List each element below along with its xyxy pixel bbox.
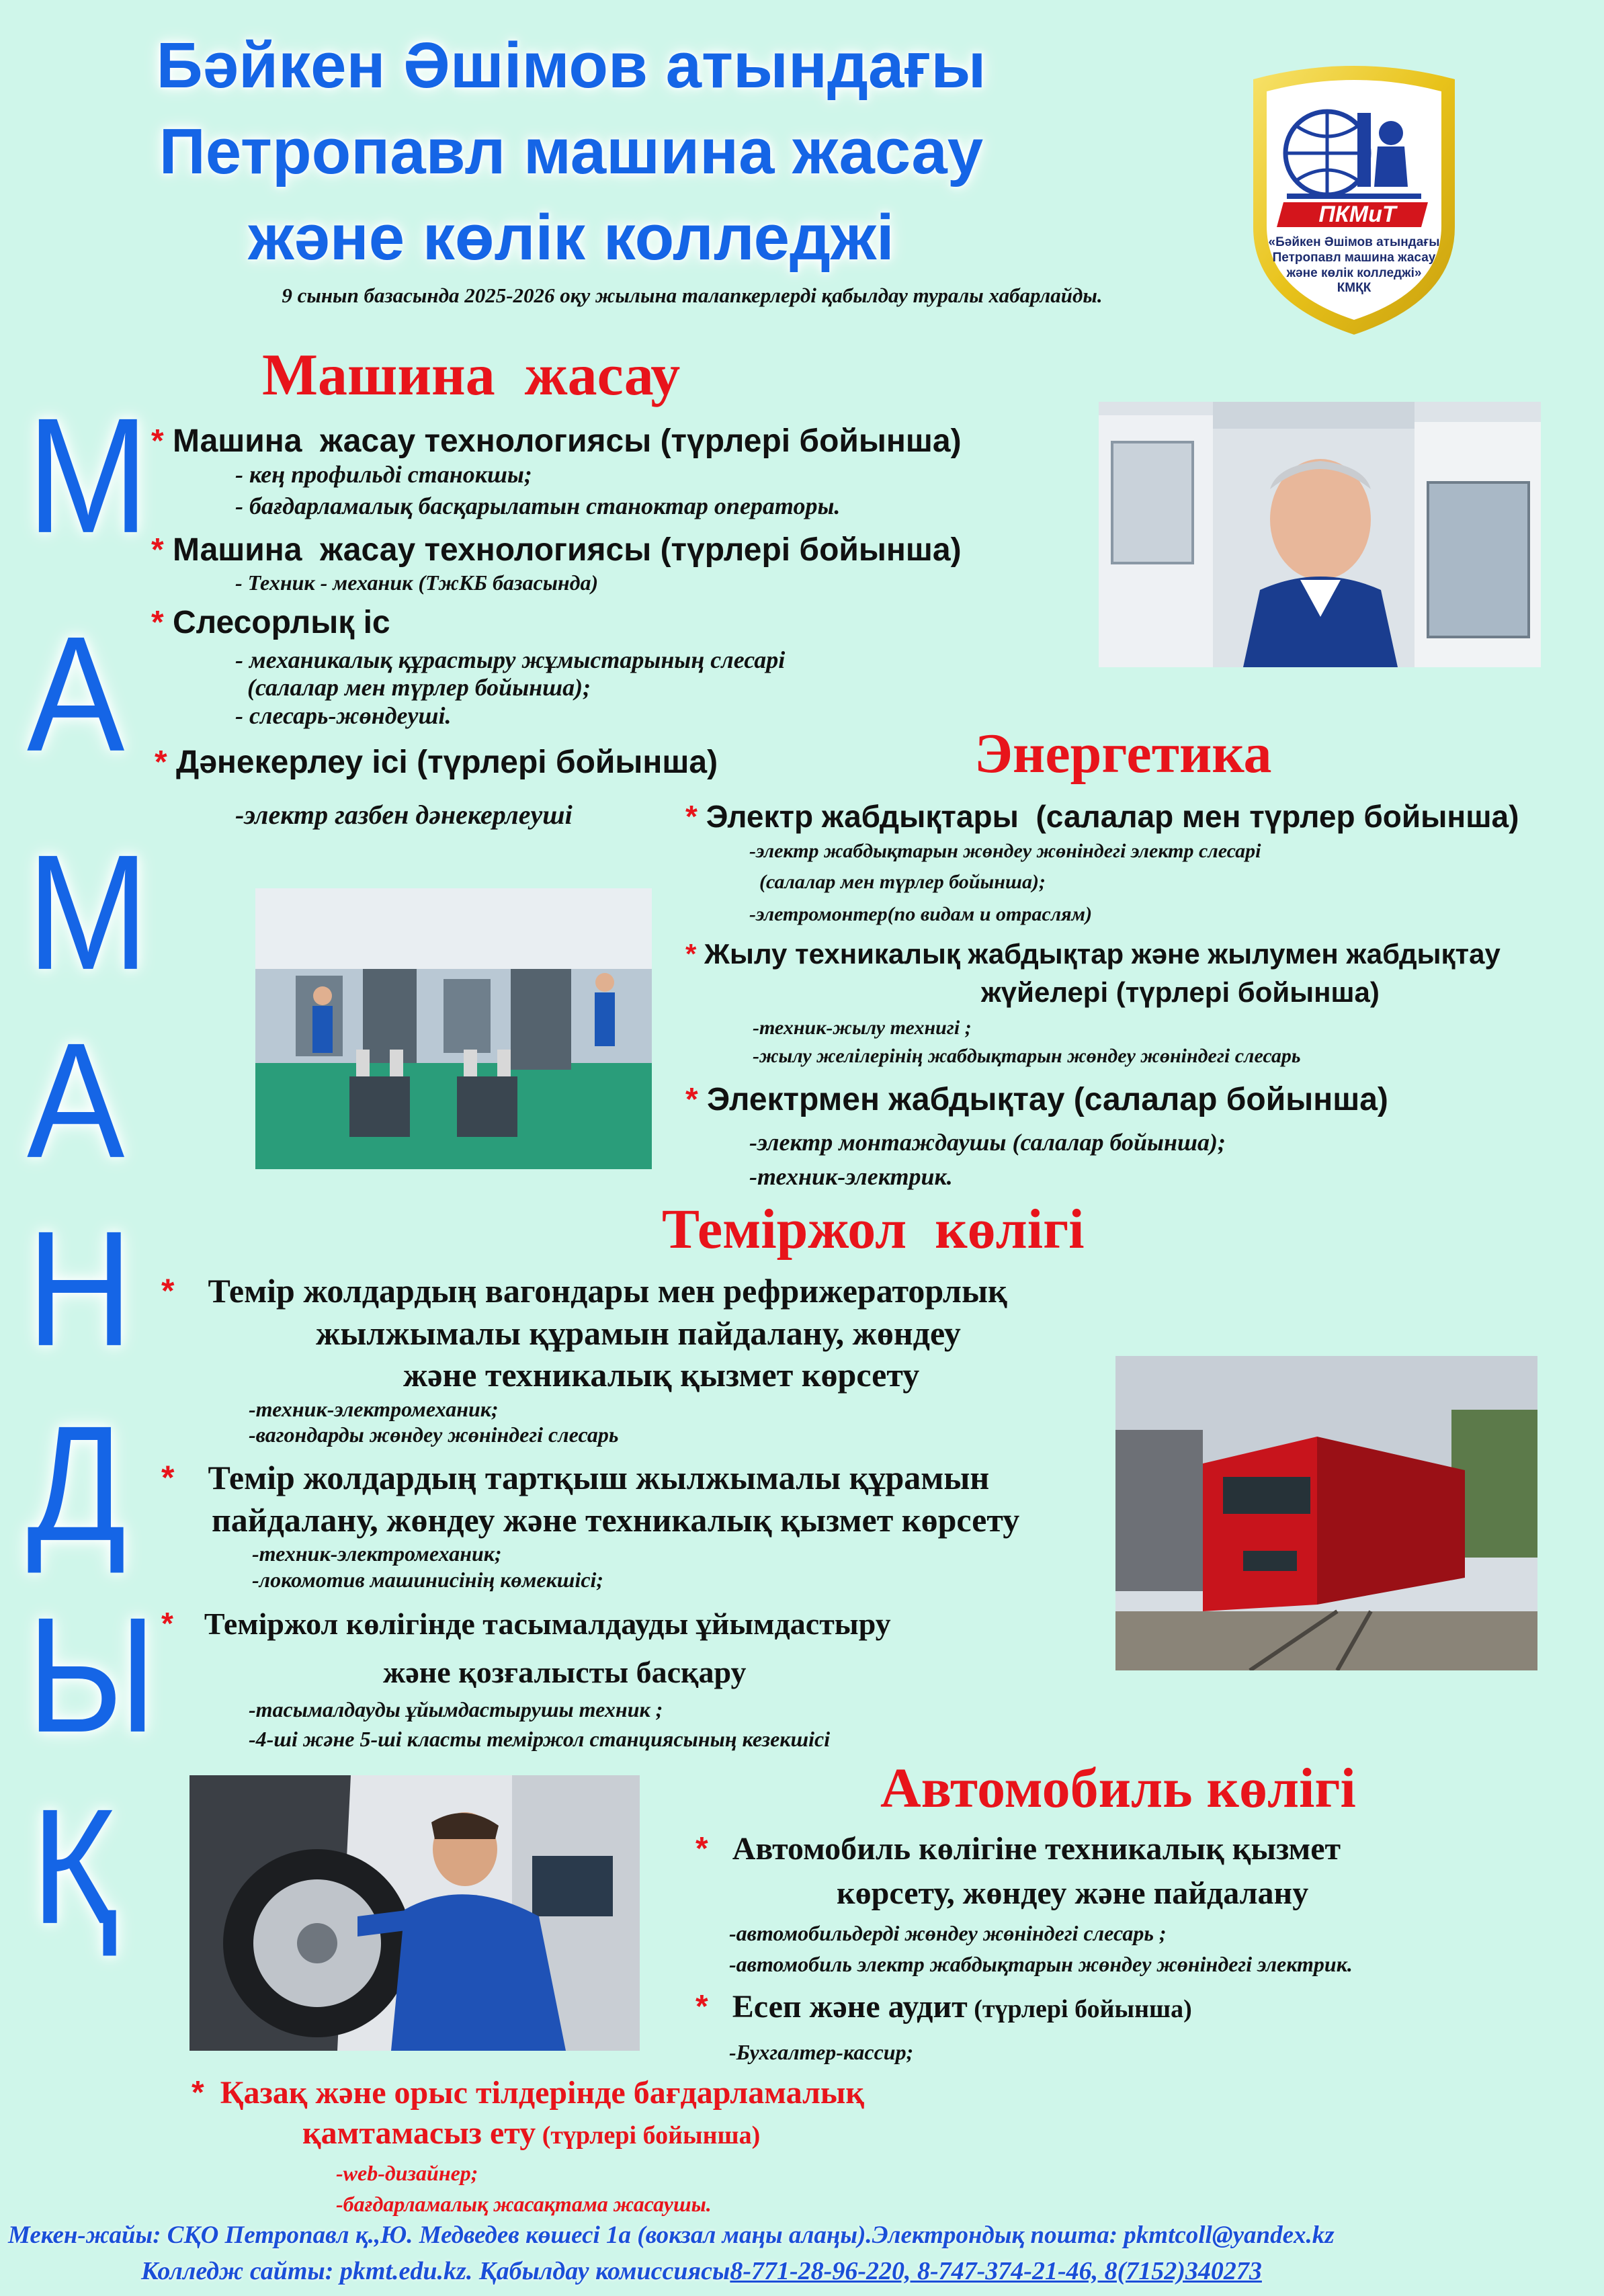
vertical-letter-3: М (27, 821, 149, 1005)
auto-spec-2-sub-1: -Бухгалтер-кассир; (729, 2039, 914, 2064)
logo-text-line-4: КМҚК (1337, 281, 1371, 296)
photo-locomotive (1115, 1356, 1537, 1670)
college-logo (1226, 59, 1482, 341)
rail-spec-2-line-2: пайдалану, жөндеу және техникалық қызмет көрсету (212, 1500, 1020, 1539)
admission-subtitle: 9 сынып базасында 2025-2026 оқу жылына талапкерлерді қабылдау туралы хабарлайды. (282, 284, 1103, 307)
energy-spec-1-sub-3: -элетромонтер(по видам и отраслям) (749, 903, 1093, 926)
photo-transformer-workshop (255, 888, 652, 1169)
section-title-energy: Энергетика (974, 722, 1272, 785)
rail-spec-1-line-1: * Темір жолдардың вагондары мен рефрижераторлық (161, 1272, 1007, 1310)
section-title-machine: Машина жасау (262, 343, 681, 408)
rail-spec-2-line-1: * Темір жолдардың тартқыш жылжымалы құрамын (161, 1459, 990, 1497)
auto-spec-1-line-2: көрсету, жөндеу және пайдалану (837, 1875, 1309, 1911)
software-sub-1: -web-дизайнер; (336, 2161, 478, 2185)
footer-address: Мекен-жайы: СҚО Петропавл қ.,Ю. Медведев көшесі 1а (вокзал маңы алаңы).Электрондық пошта: pkmtcoll@yandex.kz (8, 2221, 1335, 2249)
rail-spec-1-sub-1: -техник-электромеханик; (249, 1396, 499, 1421)
energy-spec-3: * Электрмен жабдықтау (салалар бойынша) (685, 1081, 1388, 1117)
vertical-letter-5: Н (27, 1197, 133, 1381)
footer-phones[interactable]: 8-771-28-96-220, 8-747-374-21-46, 8(7152)340273 (730, 2257, 1262, 2285)
energy-spec-2: * Жылу техникалық жабдықтар және жылумен жабдықтау (685, 938, 1501, 970)
energy-spec-2-line-2: жүйелері (түрлері бойынша) (981, 976, 1380, 1008)
machine-spec-3-sub-2: (салалар мен түрлер бойынша); (235, 674, 591, 701)
section-title-auto: Автомобиль көлігі (880, 1757, 1356, 1820)
rail-spec-3-sub-1: -тасымалдауды ұйымдастырушы техник ; (249, 1697, 663, 1722)
vertical-letter-4: А (27, 1009, 125, 1193)
energy-spec-2-sub-1: -техник-жылу технигі ; (753, 1016, 972, 1039)
rail-spec-3-line-2: және қозғалысты басқару (383, 1654, 747, 1689)
machine-spec-3-sub-1: - механикалық құрастыру жұмыстарының слесарі (235, 646, 786, 673)
machine-spec-1: * Машина жасау технологиясы (түрлері бойынша) (151, 423, 962, 459)
energy-spec-2-sub-2: -жылу желілерінің жабдықтарын жөндеу жөніндегі слесарь (753, 1044, 1301, 1067)
photo-car-mechanic (189, 1775, 640, 2051)
logo-text-line-2: Петропавл машина жасау (1272, 250, 1436, 265)
footer-site-prefix: Колледж сайты: pkmt.edu.kz. Қабылдау комиссиясы (141, 2257, 730, 2285)
title-line-1: Бәйкен Әшімов атындағы (156, 30, 986, 101)
logo-text-line-1: «Бәйкен Әшімов атындағы (1268, 235, 1440, 249)
rail-spec-1-line-2: жылжымалы құрамын пайдалану, жөндеу (316, 1314, 961, 1352)
vertical-letter-8: Қ (31, 1775, 117, 1959)
machine-spec-1-sub-2: - бағдарламалық басқарылатын станоктар операторы. (235, 492, 841, 519)
machine-spec-2: * Машина жасау технологиясы (түрлері бойынша) (151, 532, 962, 568)
title-line-3: және көлік колледжі (248, 202, 894, 273)
machine-spec-2-sub-1: - Техник - механик (ТжКБ базасында) (235, 570, 599, 595)
auto-spec-2: * Есеп және аудит (түрлері бойынша) (695, 1988, 1192, 2025)
machine-spec-3-sub-3: - слесарь-жөндеуші. (235, 701, 452, 729)
machine-spec-4: * Дәнекерлеу ісі (түрлері бойынша) (155, 745, 718, 781)
energy-spec-1: * Электр жабдықтары (салалар мен түрлер бойынша) (685, 799, 1519, 834)
logo-text-line-3: және көлік колледжі» (1286, 265, 1422, 280)
energy-spec-1-sub-1: -электр жабдықтарын жөндеу жөніндегі электр слесарі (749, 840, 1261, 863)
photo-machinist (1099, 402, 1541, 667)
rail-spec-3-sub-2: -4-ші және 5-ші класты теміржол станциясының кезекшісі (249, 1727, 831, 1752)
vertical-letter-2: А (27, 603, 125, 786)
logo-shield-icon (1226, 59, 1482, 341)
section-title-rail: Теміржол көлігі (662, 1198, 1085, 1261)
machine-spec-4-sub-1: -электр газбен дәнекерлеуші (235, 799, 573, 830)
rail-spec-2-sub-2: -локомотив машинисінің көмекшісі; (252, 1567, 604, 1592)
energy-spec-1-sub-2: (салалар мен түрлер бойынша); (749, 871, 1046, 894)
auto-spec-1-sub-2: -автомобиль электр жабдықтарын жөндеу жөніндегі электрик. (729, 1952, 1353, 1977)
vertical-letter-6: Д (27, 1392, 126, 1576)
title-line-2: Петропавл машина жасау (159, 116, 984, 187)
rail-spec-1-sub-2: -вагондарды жөндеу жөніндегі слесарь (249, 1422, 619, 1447)
energy-spec-3-sub-2: -техник-электрик. (749, 1162, 953, 1190)
rail-spec-1-line-3: және техникалық қызмет көрсету (403, 1356, 920, 1394)
auto-spec-1-line-1: * Автомобиль көлігіне техникалық қызмет (695, 1831, 1341, 1867)
machine-spec-1-sub-1: - кең профильді станокшы; (235, 460, 532, 488)
vertical-letter-7: Ы (27, 1584, 157, 1767)
logo-abbr: ПКМиТ (1318, 202, 1396, 227)
energy-spec-3-sub-1: -электр монтаждаушы (салалар бойынша); (749, 1128, 1226, 1156)
auto-spec-1-sub-1: -автомобильдерді жөндеу жөніндегі слесарь ; (729, 1921, 1167, 1945)
rail-spec-3-line-1: * Теміржол көлігінде тасымалдауды ұйымдастыру (161, 1606, 891, 1642)
machine-spec-3: * Слесорлық іс (151, 605, 390, 641)
vertical-letter-1: М (27, 384, 149, 568)
software-sub-2: -бағдарламалық жасақтама жасаушы. (336, 2192, 712, 2217)
rail-spec-2-sub-1: -техник-электромеханик; (252, 1541, 502, 1566)
footer-contacts (141, 2256, 1262, 2286)
software-spec-line-2: қамтамасыз ету (түрлері бойынша) (302, 2115, 761, 2151)
software-spec-line-1: * Қазақ және орыс тілдерінде бағдарламалық (192, 2075, 865, 2111)
